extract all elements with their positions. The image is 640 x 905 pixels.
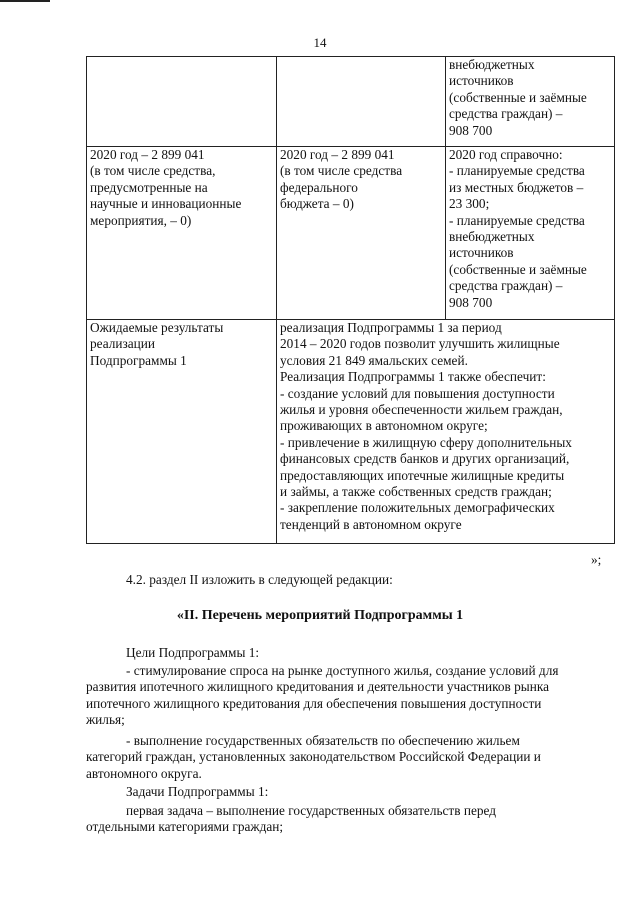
cell-line: мероприятия, – 0) (90, 212, 192, 228)
cell-line: - закрепление положительных демографических (280, 500, 555, 516)
cell-line: 2020 год – 2 899 041 (280, 147, 395, 162)
cell-line: 2020 год справочно: (449, 147, 563, 162)
cell-line: федерального (280, 179, 358, 195)
closing-quote: »; (591, 552, 602, 567)
cell-line: проживающих в автономном округе; (280, 418, 488, 434)
text-line: - выполнение государственных обязательств по обеспечению жильем (126, 733, 520, 748)
cell-line: тенденций в автономном округе (280, 516, 462, 532)
cell-line: из местных бюджетов – (449, 179, 584, 195)
cell-line: бюджета – 0) (280, 196, 354, 212)
cell-line: средства граждан) – (449, 106, 563, 122)
cell-line: жилья и уровня обеспеченности жильем граждан, (280, 402, 563, 418)
table-cell (87, 57, 277, 147)
cell-line: 23 300; (449, 196, 490, 212)
section-intro: 4.2. раздел II изложить в следующей редакции: (126, 572, 393, 587)
cell-line: Подпрограммы 1 (90, 352, 187, 368)
cell-line: Ожидаемые результаты (90, 320, 224, 335)
cell-line: - планируемые средства (449, 212, 585, 228)
cell-line: предоставляющих ипотечные жилищные кредиты (280, 467, 565, 483)
table-cell (87, 320, 277, 544)
text-line: жилья; (86, 712, 125, 728)
text-line-content: - стимулирование спроса на рынке доступного жилья, создание условий для (126, 663, 559, 678)
text-line: автономного округа. (86, 765, 202, 781)
cell-line: - привлечение в жилищную сферу дополнительных (280, 434, 572, 450)
cell-line: реализации (90, 336, 155, 352)
cell-line: реализация Подпрограммы 1 за период (280, 320, 502, 335)
cell-line: 2014 – 2020 годов позволит улучшить жилищные (280, 336, 560, 352)
cell-line: - создание условий для повышения доступности (280, 385, 555, 401)
cell-line: 2020 год – 2 899 041 (90, 147, 205, 162)
text-line: первая задача – выполнение государственных обязательств перед (126, 803, 497, 818)
task-item (86, 803, 616, 836)
cell-line: условия 21 849 ямальских семей. (280, 352, 468, 368)
table-cell (277, 320, 615, 544)
text-line: развития ипотечного жилищного кредитования и деятельности участников рынка (86, 679, 549, 695)
table-row (87, 147, 615, 320)
cell-line: 908 700 (449, 294, 493, 310)
section-heading: «II. Перечень мероприятий Подпрограммы 1 (176, 608, 464, 623)
table-cell (277, 57, 446, 147)
text-line: категорий граждан, установленных законодательством Российской Федерации и (86, 749, 541, 765)
table-row (87, 57, 615, 147)
cell-line: средства граждан) – (449, 278, 563, 294)
goal-item (86, 663, 616, 729)
cell-line: (собственные и заёмные (449, 261, 587, 277)
cell-line: - планируемые средства (449, 163, 585, 179)
text-line: отдельными категориями граждан; (86, 819, 284, 835)
cell-line: 908 700 (449, 122, 493, 138)
cell-line: источников (449, 73, 514, 89)
table-cell (446, 57, 615, 147)
cell-line: предусмотренные на (90, 179, 208, 195)
cell-line: источников (449, 245, 514, 261)
cell-line: внебюджетных (449, 229, 535, 245)
cell-line: финансовых средств банков и других организаций, (280, 451, 570, 467)
cell-line: и займы, а также собственных средств граждан; (280, 484, 552, 500)
cell-line: (в том числе средства, (90, 163, 216, 179)
cell-line: научные и инновационные (90, 196, 242, 212)
goal-item (86, 733, 616, 782)
text-line (86, 663, 616, 679)
cell-line: внебюджетных (449, 57, 535, 72)
table-cell (277, 147, 446, 320)
table-row (87, 320, 615, 544)
text-line: ипотечного жилищного кредитования для обеспечения повышения доступности (86, 695, 542, 711)
program-table (86, 56, 615, 544)
cell-line: (в том числе средства (280, 163, 403, 179)
scan-corner-mark (0, 0, 50, 2)
goals-label: Цели Подпрограммы 1: (126, 645, 260, 660)
table-cell (87, 147, 277, 320)
cell-line: (собственные и заёмные (449, 89, 587, 105)
table-cell (446, 147, 615, 320)
page-number: 14 (313, 35, 327, 50)
tasks-label: Задачи Подпрограммы 1: (126, 784, 269, 799)
cell-line: Реализация Подпрограммы 1 также обеспечит: (280, 369, 546, 385)
